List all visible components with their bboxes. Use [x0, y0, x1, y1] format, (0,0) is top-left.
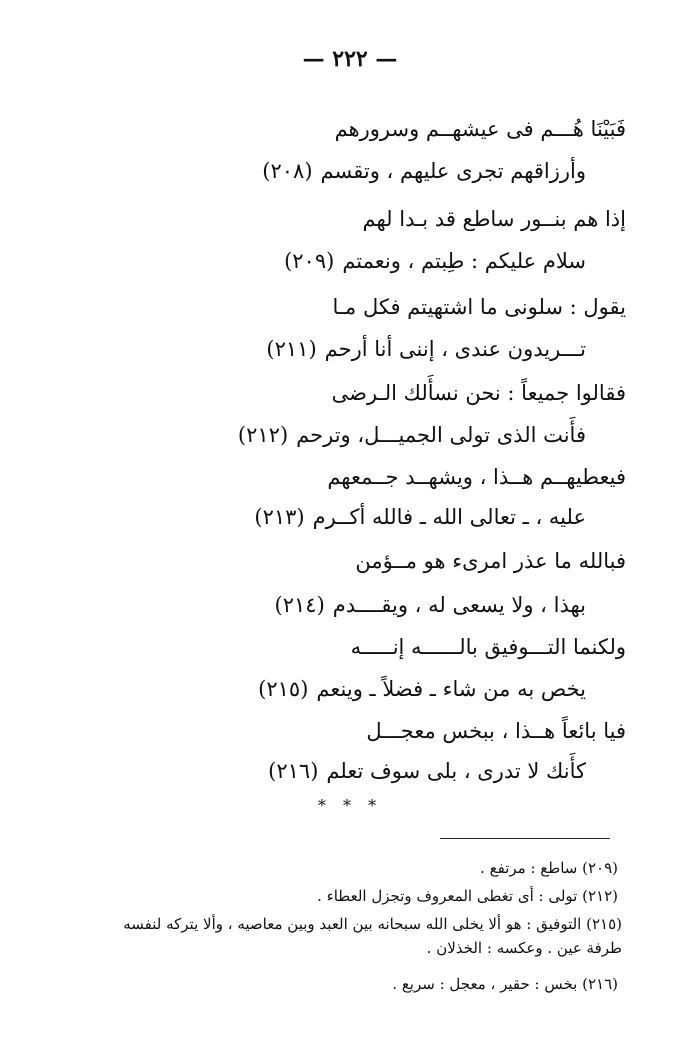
verse-first-hemistich: فَبَيْنَا هُـــم فى عيشهــم وسرورهم — [334, 117, 626, 141]
verse-text: وأرزاقهم تجرى عليهم ، وتقسم — [320, 159, 586, 183]
verse-first-hemistich: فبالله ما عذر امرىء هو مــؤمن — [355, 549, 626, 573]
verse-first-hemistich: فقالوا جميعاً : نحن نسأَلك الـرضى — [331, 381, 626, 405]
verse-text: يخص به من شاء ـ فضلاً ـ وينعم — [316, 677, 586, 701]
verse-number: (٢١٣) — [254, 505, 305, 529]
verse-text: كأَنك لا تدرى ، بلى سوف تعلم — [326, 759, 586, 783]
verse-second-hemistich — [104, 334, 586, 364]
verse-second-hemistich — [104, 156, 586, 186]
verse-first-hemistich: فيعطيهــم هــذا ، ويشهــد جــمعهم — [327, 465, 626, 489]
page-number: — ٢٢٢ — — [302, 46, 398, 72]
verse-second-hemistich — [104, 502, 586, 532]
verse-text: تـــريدون عندى ، إننى أنا أرحم — [324, 337, 586, 361]
section-separator-stars: * * * — [317, 796, 383, 815]
verse-number: (٢٠٨) — [262, 159, 313, 183]
footnote: (٢٠٩) ساطع : مرتفع . — [480, 859, 618, 877]
verse-first-hemistich: يقول : سلونى ما اشتهيتم فكل مـا — [332, 295, 626, 319]
verse-number: (٢١١) — [266, 337, 317, 361]
verse-text: فأَنت الذى تولى الجميـــل، وترحم — [296, 423, 586, 447]
verse-number: (٢١٢) — [237, 423, 289, 447]
verse-text: عليه ، ـ تعالى الله ـ فالله أكــرم — [312, 505, 586, 529]
verse-number: (٢١٦) — [268, 759, 319, 783]
verse-second-hemistich — [104, 246, 586, 276]
verse-first-hemistich: ولكنما التـــوفيق بالــــــه إنـــــه — [350, 635, 626, 659]
verse-first-hemistich: إذا هم بنــور ساطع قد بـدا لهم — [362, 207, 626, 231]
footnote: (٢١٥) التوفيق : هو ألا يخلى الله سبحانه بين العبد وبين معاصيه ، وألا يتركه لنفسه طرفة عين . وعكسه : الخذلان . — [123, 915, 622, 957]
verse-number: (٢١٥) — [258, 677, 309, 701]
verse-first-hemistich: فيا بائعاً هــذا ، ببخس معجـــل — [366, 719, 626, 743]
verse-second-hemistich — [104, 420, 586, 450]
verse-text: بهذا ، ولا يسعى له ، ويقــــدم — [332, 593, 586, 617]
verse-second-hemistich — [104, 674, 586, 704]
verse-number: (٢٠٩) — [284, 249, 335, 273]
verse-second-hemistich — [104, 756, 586, 786]
verse-second-hemistich — [104, 590, 586, 620]
verse-number: (٢١٤) — [274, 593, 325, 617]
footnote: (٢١٢) تولى : أى تغطى المعروف وتجزل العطاء . — [317, 887, 618, 905]
verse-text: سلام عليكم : طِبتم ، ونعمتم — [342, 249, 586, 273]
footnote-divider — [440, 838, 610, 839]
footnote: (٢١٦) بخس : حقير ، معجل : سريع . — [392, 975, 618, 993]
